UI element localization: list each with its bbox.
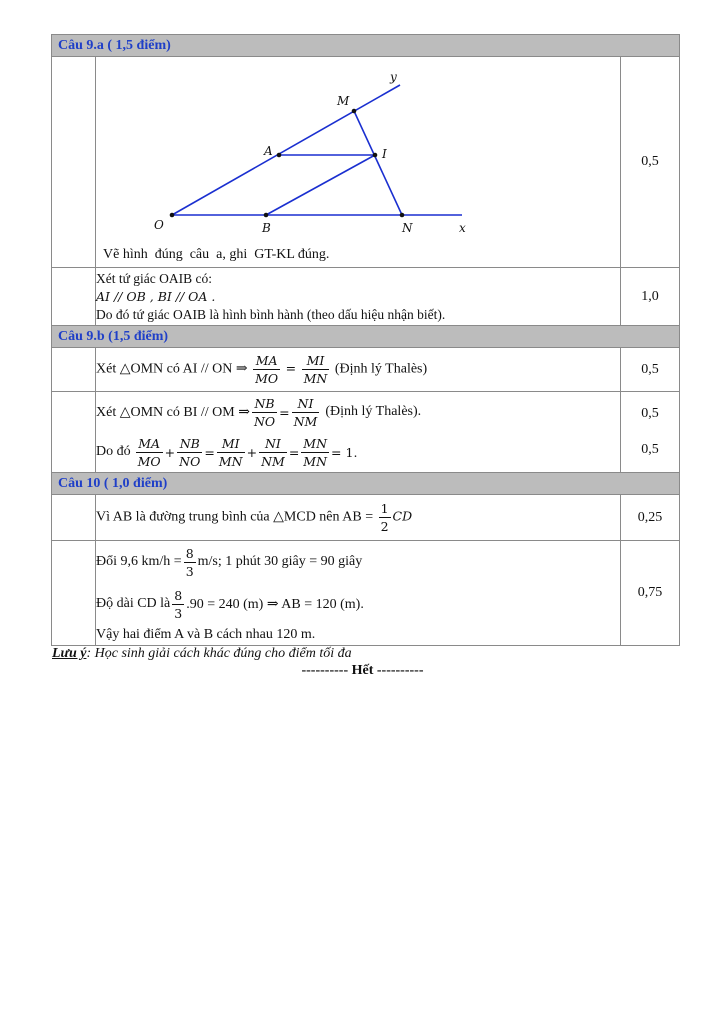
q9b-score-2-3: [621, 392, 680, 473]
q9b-header: Câu 9.b (1,5 điểm): [52, 326, 680, 348]
q9a-proof: [96, 268, 621, 326]
frac-den: MN: [218, 453, 243, 469]
label-y: y: [390, 70, 397, 84]
frac-den: MO: [255, 371, 279, 386]
footnote-text: : Học sinh giải cách khác đúng cho điểm tối đa: [86, 646, 352, 661]
row1-pre: Xét △OMN có AI // ON ⇒: [96, 361, 248, 377]
label-B: B: [262, 221, 271, 235]
label-A: A: [264, 144, 273, 158]
fraction: [253, 352, 280, 387]
frac-den: MO: [137, 453, 161, 469]
frac-den: NM: [293, 413, 318, 429]
frac-den: NO: [179, 453, 201, 469]
frac-den: 2: [380, 519, 389, 534]
q10-score-2: 0,75: [621, 541, 680, 646]
q10-row1-pre: Vì AB là đường trung bình của △MCD nên AB =: [96, 509, 374, 525]
frac-den: MN: [303, 453, 328, 469]
proof-line-3: Do đó tứ giác OAIB là hình bình hành (theo dấu hiệu nhận biết).: [96, 306, 446, 322]
q10-header: Câu 10 ( 1,0 điểm): [52, 473, 680, 495]
fraction: [302, 352, 330, 387]
frac-num: MA: [136, 435, 163, 453]
fraction: [379, 500, 391, 535]
row2-post: (Định lý Thalès).: [325, 404, 422, 419]
fraction: [217, 435, 245, 470]
footnote-label: Lưu ý: [52, 646, 87, 661]
q10-l2-pre: Độ dài CD là: [96, 596, 171, 611]
frac-den: 3: [174, 605, 183, 621]
label-O: O: [154, 218, 164, 232]
q10-row1-post: CD: [392, 508, 413, 524]
fraction: [136, 435, 163, 470]
q9b-score-3: 0,5: [641, 442, 659, 457]
row3-pre: Do đó: [96, 444, 131, 459]
frac-num: NI: [292, 395, 320, 413]
label-x: x: [459, 221, 466, 235]
q10-l2-post: .90 = 240 (m) ⇒ AB = 120 (m).: [186, 596, 364, 612]
q10-score-1: 0,25: [621, 495, 680, 541]
frac-num: 8: [185, 545, 194, 561]
geometry-figure: [96, 57, 621, 267]
q9b-row-1: Xét △OMN có AI // ON ⇒ $\frac{MA}{MO}$ = $\frac{MI}{MN}$ (Định lý Thalès): [96, 348, 621, 392]
q9a-figure-cell: [96, 57, 621, 268]
fraction: [252, 395, 277, 430]
fraction: [184, 545, 196, 580]
row1-post: (Định lý Thalès): [334, 361, 428, 377]
fraction: [259, 435, 287, 470]
q9a-header: Câu 9.a ( 1,5 điểm): [52, 35, 680, 57]
q10-l1-pre: Đổi 9,6 km/h =: [96, 554, 182, 569]
q9a-score-1: 0,5: [621, 57, 680, 268]
frac-num: NB: [177, 435, 202, 453]
proof-line-2: AI // OB , BI // OA .: [96, 288, 216, 304]
frac-num: NI: [259, 435, 287, 453]
row3-post: = 1.: [331, 444, 358, 460]
frac-num: NB: [252, 395, 277, 413]
answer-table: [51, 34, 680, 646]
frac-num: MI: [217, 435, 245, 453]
label-N: N: [402, 221, 413, 235]
q9b-row-2-3: Xét △OMN có BI // OM ⇒ $\frac{NB}{NO}$ = $\frac{NI}{NM}$ (Định lý Thalès). Do đó $\frac{MA}{MO}$ + $\frac{NB}{NO}$ = $\frac{MI}{MN}$ + $\frac{NI}{NM}$ = $\frac{MN}{MN}$ = 1.: [96, 392, 621, 473]
frac-den: NM: [261, 453, 285, 469]
q10-l1-post: m/s; 1 phút 30 giây = 90 giây: [197, 554, 363, 569]
q9a-score-2: 1,0: [621, 268, 680, 326]
row2-pre: Xét △OMN có BI // OM ⇒: [96, 404, 250, 420]
q9b-score-1: 0,5: [621, 348, 680, 392]
figure-caption: Vẽ hình đúng câu a, ghi GT-KL đúng.: [103, 247, 330, 262]
frac-num: 8: [174, 587, 183, 603]
frac-den: NO: [253, 413, 276, 429]
q9b-score-2: 0,5: [641, 406, 659, 421]
q10-l3: Vậy hai điểm A và B cách nhau 120 m.: [96, 627, 316, 642]
fraction: [292, 395, 320, 430]
fraction: [172, 587, 184, 622]
frac-num: MN: [303, 435, 328, 451]
q10-row-2: [96, 541, 621, 646]
fraction: [177, 435, 202, 470]
label-M: M: [337, 94, 350, 108]
q10-row-1: [96, 495, 621, 541]
fraction: [301, 435, 329, 470]
frac-num: MA: [253, 352, 280, 370]
label-I: I: [382, 147, 387, 161]
footnote: [52, 646, 352, 662]
frac-den: MN: [303, 371, 328, 386]
frac-den: 3: [185, 563, 194, 579]
frac-num: 1: [380, 501, 389, 516]
frac-num: MI: [302, 352, 330, 370]
proof-line-1: Xét tứ giác OAIB có:: [96, 270, 213, 286]
end-marker: ---------- Hết ----------: [301, 663, 424, 678]
